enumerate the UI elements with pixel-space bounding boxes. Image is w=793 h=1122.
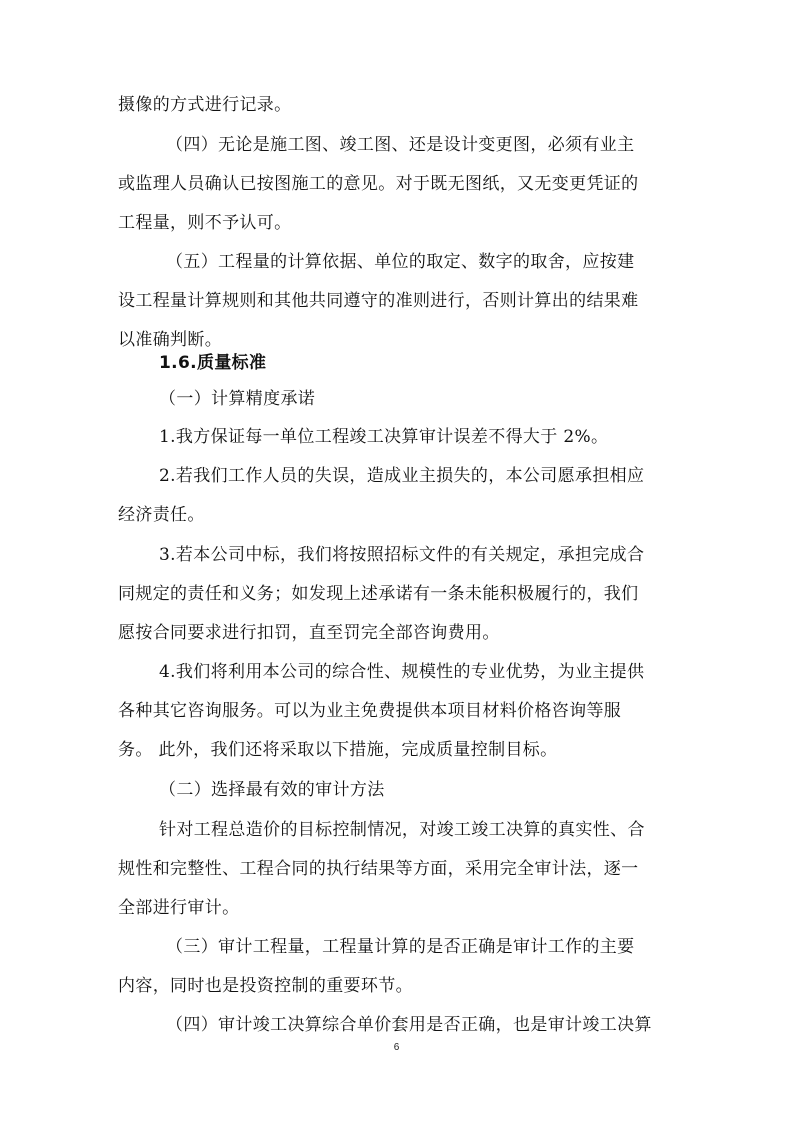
paragraph-line: 或监理人员确认已按图施工的意见。对于既无图纸，又无变更凭证的 <box>118 174 639 194</box>
paragraph-line: 愿按合同要求进行扣罚，直至罚完全部咨询费用。 <box>118 623 500 643</box>
list-item: 2.若我们工作人员的失误，造成业主损失的，本公司愿承担相应 <box>159 466 645 486</box>
paragraph-line: 以准确判断。 <box>118 330 223 350</box>
paragraph-line: （四）审计竣工决算综合单价套用是否正确，也是审计竣工决算 <box>166 1015 652 1035</box>
paragraph-line: 规性和完整性、工程合同的执行结果等方面，采用完全审计法，逐一 <box>118 859 639 879</box>
paragraph-line: 务。 此外，我们还将采取以下措施，完成质量控制目标。 <box>118 740 558 760</box>
list-item: 3.若本公司中标，我们将按照招标文件的有关规定，承担完成合 <box>159 545 645 565</box>
paragraph-line: 设工程量计算规则和其他共同遵守的准则进行，否则计算出的结果难 <box>118 291 639 311</box>
subsection-heading: （一）计算精度承诺 <box>159 389 316 409</box>
paragraph-line: 工程量，则不予认可。 <box>118 213 292 233</box>
list-item: 4.我们将利用本公司的综合性、规模性的专业优势，为业主提供 <box>159 662 645 682</box>
paragraph-line: 全部进行审计。 <box>118 898 240 918</box>
section-heading: 1.6.质量标准 <box>159 353 267 373</box>
paragraph-line: （五）工程量的计算依据、单位的取定、数字的取舍，应按建 <box>166 252 635 272</box>
paragraph-line: 内容，同时也是投资控制的重要环节。 <box>118 976 413 996</box>
paragraph-line: 经济责任。 <box>118 505 205 525</box>
paragraph-line: 针对工程总造价的目标控制情况，对竣工竣工决算的真实性、合 <box>159 820 645 840</box>
paragraph-line: （三）审计工程量，工程量计算的是否正确是审计工作的主要 <box>166 937 635 957</box>
paragraph-line: 各种其它咨询服务。可以为业主免费提供本项目材料价格咨询等服 <box>118 701 622 721</box>
paragraph-line: 摄像的方式进行记录。 <box>118 95 292 115</box>
paragraph-line: （四）无论是施工图、竣工图、还是设计变更图，必须有业主 <box>166 135 635 155</box>
subsection-heading: （二）选择最有效的审计方法 <box>159 780 385 800</box>
list-item: 1.我方保证每一单位工程竣工决算审计误差不得大于 2%。 <box>159 427 609 447</box>
page-number: 6 <box>393 1042 400 1053</box>
paragraph-line: 同规定的责任和义务；如发现上述承诺有一条未能积极履行的，我们 <box>118 584 639 604</box>
